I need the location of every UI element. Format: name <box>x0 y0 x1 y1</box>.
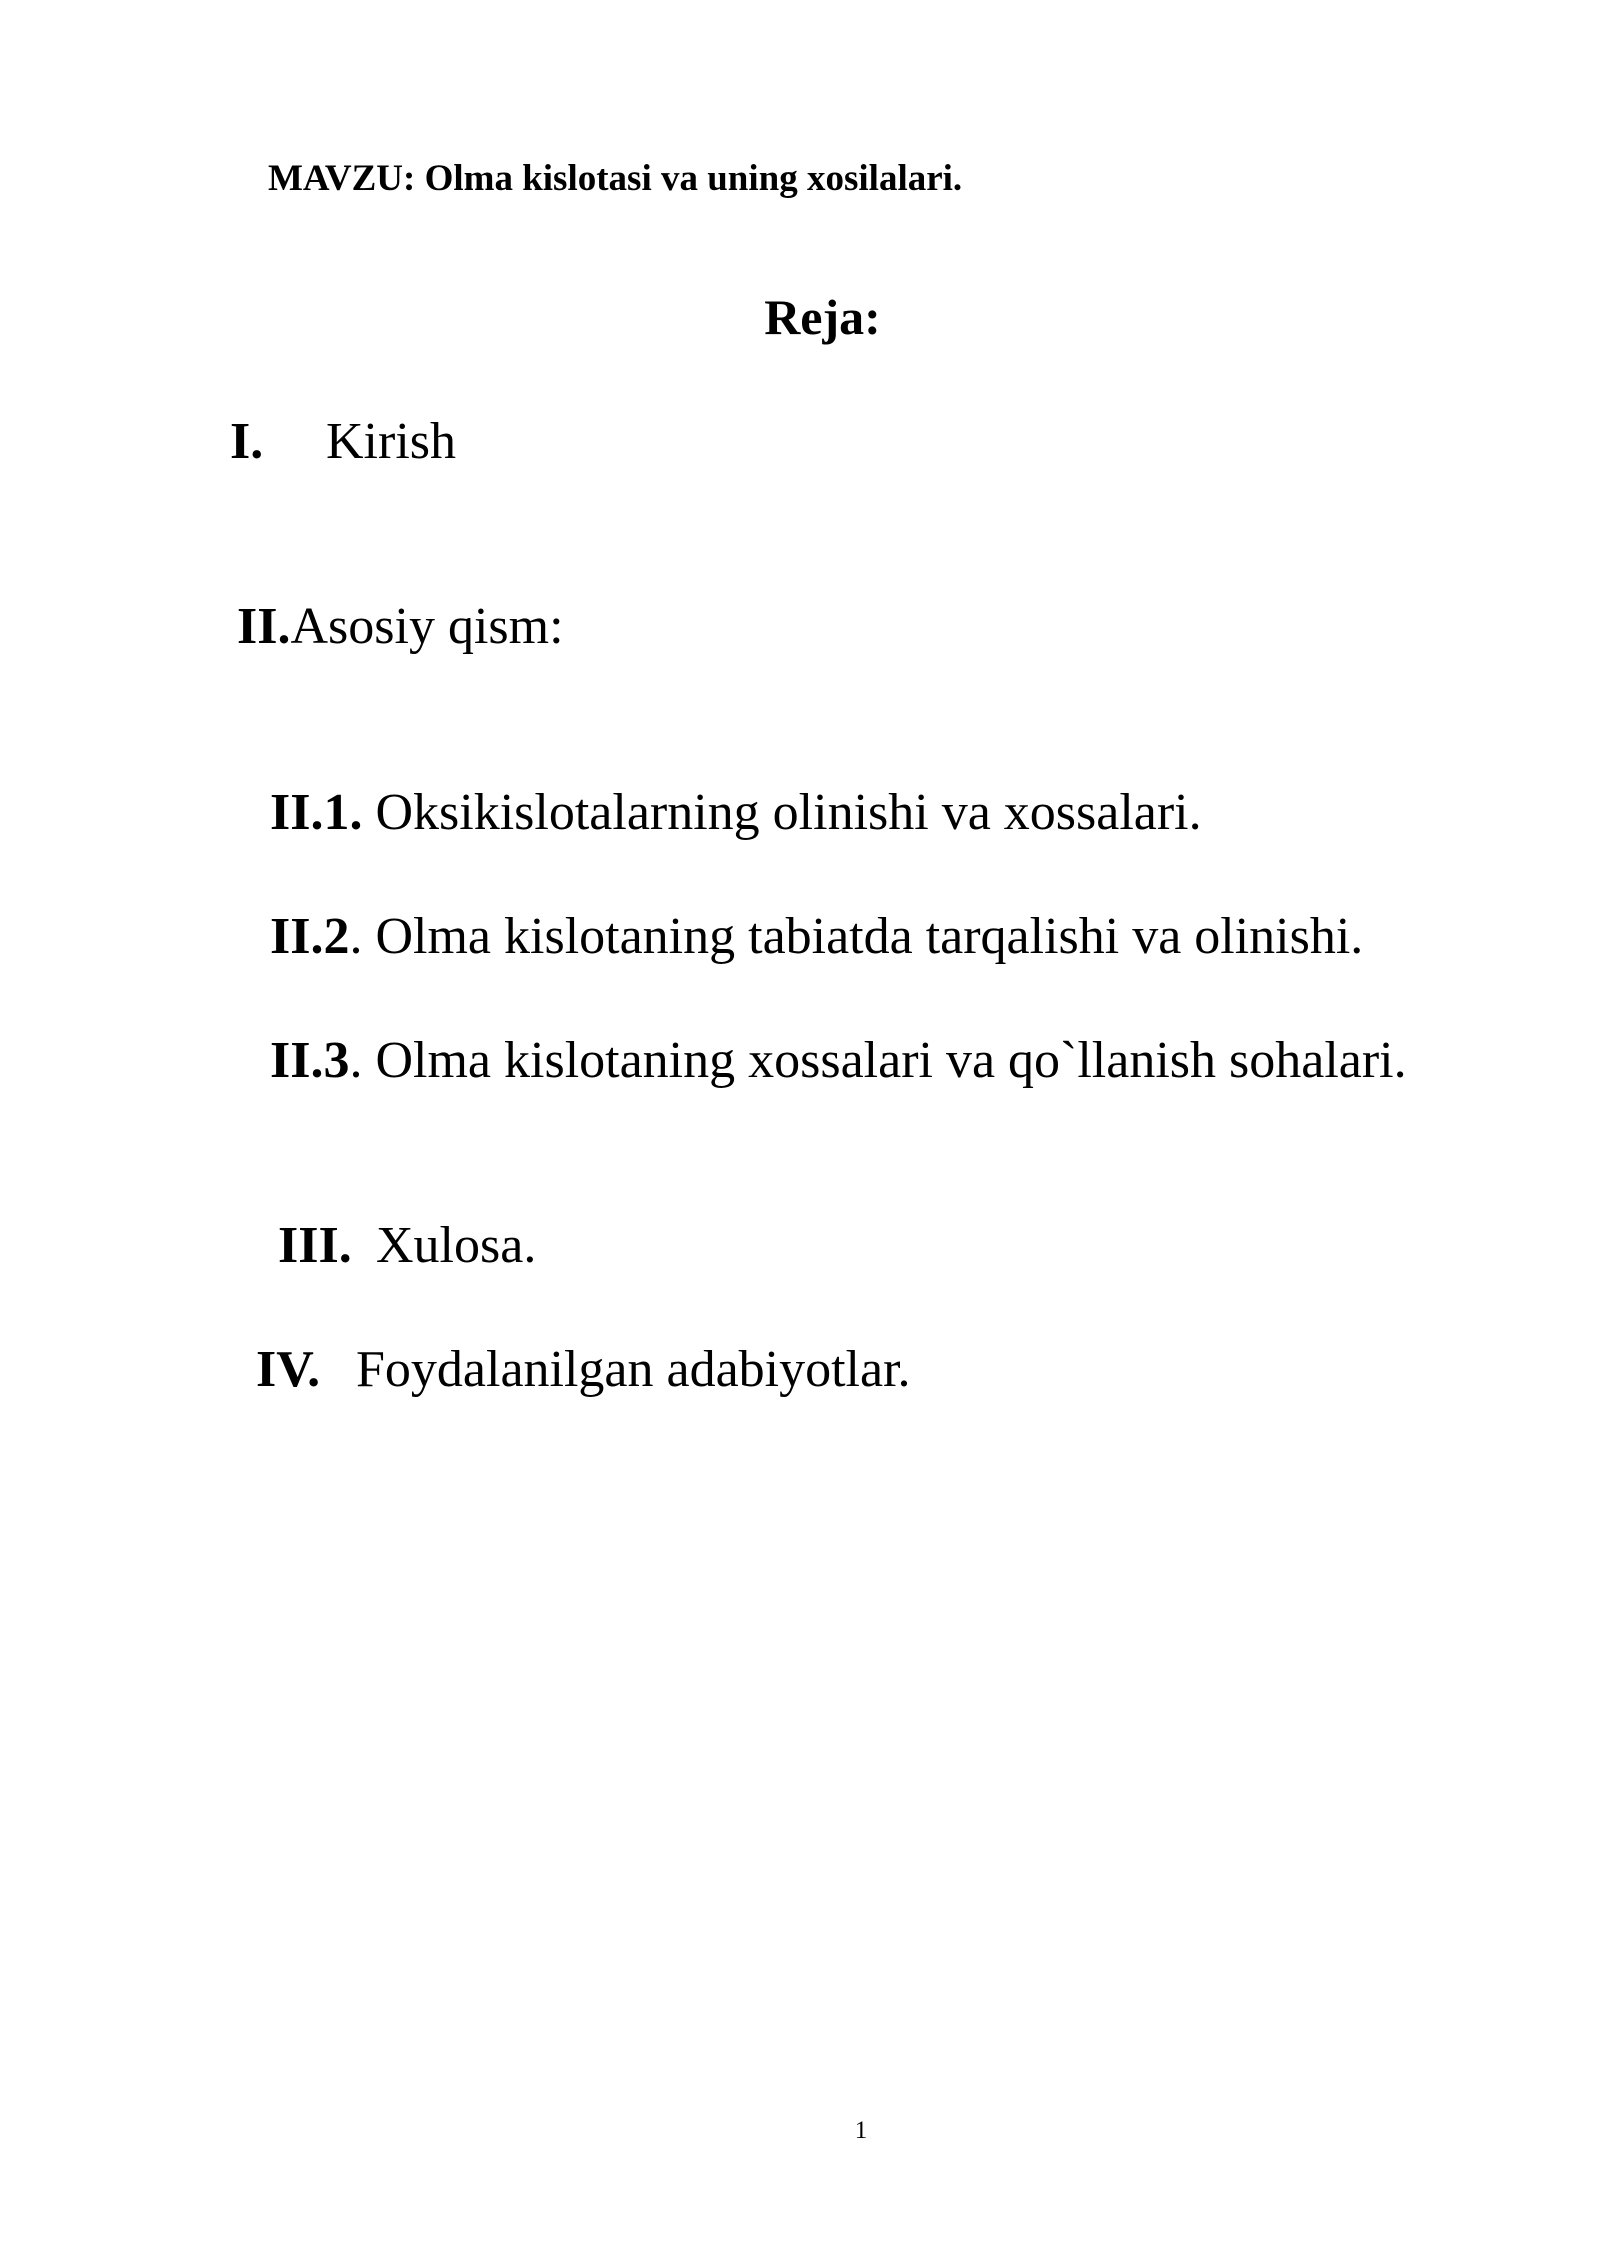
plan-item-text: Asosiy qism: <box>290 598 564 655</box>
plan-item-number: I. <box>230 413 264 470</box>
plan-item-number: II.3 <box>270 1032 350 1089</box>
plan-item-text: Foydalanilgan adabiyotlar. <box>356 1341 911 1398</box>
plan-item-introduction <box>230 413 456 470</box>
plan-item-text: Kirish <box>326 413 456 470</box>
page-number: 1 <box>854 2117 868 2144</box>
plan-item-main-part <box>237 598 564 655</box>
plan-item-references <box>256 1341 911 1398</box>
plan-item-number: II.1. <box>270 784 363 841</box>
plan-item-number: II. <box>237 598 291 655</box>
plan-item-number: IV. <box>256 1341 321 1398</box>
plan-subitem-2-2 <box>270 908 1364 965</box>
plan-item-text: . Olma kislotaning tabiatda tarqalishi va olinishi. <box>349 908 1364 965</box>
plan-item-conclusion <box>278 1217 537 1274</box>
plan-item-text: Xulosa. <box>376 1217 537 1274</box>
plan-item-number: II.2 <box>270 908 350 965</box>
plan-item-text: . Olma kislotaning xossalari va qo`llanish sohalari. <box>349 1032 1407 1089</box>
plan-item-text: Oksikislotalarning olinishi va xossalari. <box>362 784 1202 841</box>
plan-subitem-2-3 <box>270 1032 1407 1089</box>
plan-subitem-2-1 <box>270 784 1202 841</box>
topic-heading: MAVZU: Olma kislotasi va uning xosilalari. <box>268 158 963 199</box>
plan-item-number: III. <box>278 1217 352 1274</box>
plan-title: Reja: <box>764 289 881 345</box>
